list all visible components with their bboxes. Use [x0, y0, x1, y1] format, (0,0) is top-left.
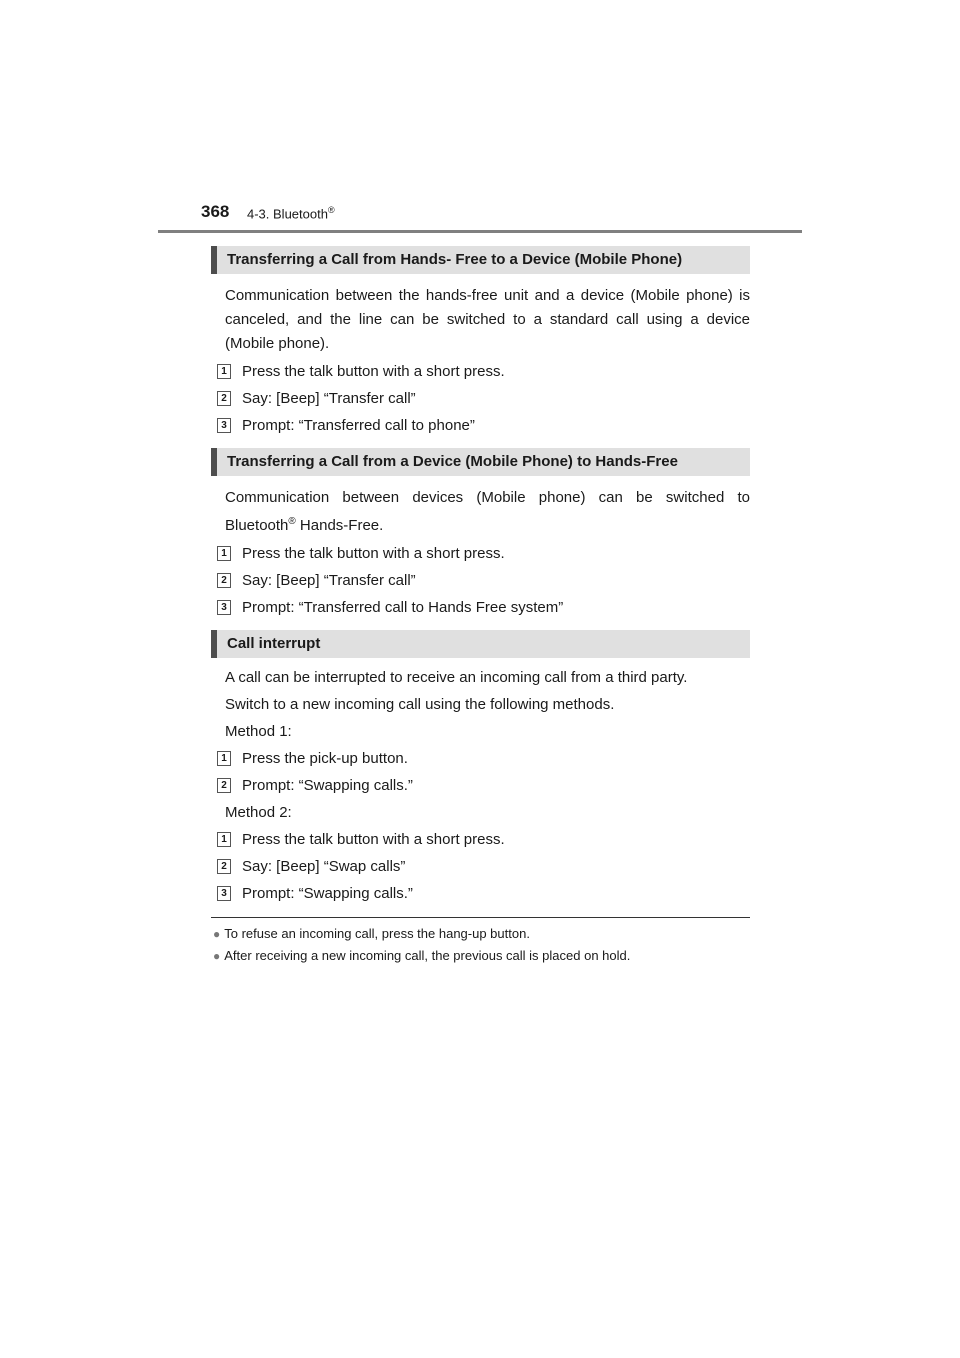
step-text: Say: [Beep] “Swap calls” [242, 858, 406, 875]
step-text: Prompt: “Swapping calls.” [242, 885, 413, 902]
paragraph: A call can be interrupted to receive an incoming call from a third party. [225, 669, 688, 686]
method-label: Method 2: [225, 804, 292, 821]
step-list [211, 358, 750, 439]
section-description: Communication between the hands-free unit and a device (Mobile phone) is canceled, and the line can be switched to a standard call using a device (Mobile phone). [225, 287, 750, 352]
step-number-badge: 3 [217, 886, 231, 901]
paragraph: Switch to a new incoming call using the following methods. [225, 696, 615, 713]
note-item [211, 923, 750, 945]
description-part1: Communication between devices (Mobile phone) can be switched to Bluetooth [225, 489, 750, 534]
step-number-badge: 3 [217, 600, 231, 615]
section-reference [247, 205, 335, 221]
step-item [211, 594, 750, 621]
step-number-badge: 2 [217, 778, 231, 793]
step-number-badge: 2 [217, 859, 231, 874]
step-item [211, 745, 750, 772]
step-number-badge: 3 [217, 418, 231, 433]
notes-block [211, 917, 750, 967]
note-text: To refuse an incoming call, press the hang-up button. [224, 926, 530, 941]
step-item [211, 772, 750, 799]
step-text: Prompt: “Swapping calls.” [242, 777, 413, 794]
step-text: Press the pick-up button. [242, 750, 408, 767]
step-number-badge: 1 [217, 546, 231, 561]
note-item [211, 945, 750, 967]
step-item [211, 540, 750, 567]
step-list [211, 826, 750, 907]
page-number: 368 [201, 202, 230, 221]
note-text: After receiving a new incoming call, the previous call is placed on hold. [224, 948, 631, 963]
registered-mark: ® [327, 205, 335, 215]
bullet-icon: ● [213, 949, 221, 963]
step-text: Prompt: “Transferred call to Hands Free system” [242, 599, 564, 616]
step-text: Say: [Beep] “Transfer call” [242, 390, 416, 407]
bullet-icon: ● [213, 927, 221, 941]
step-item [211, 412, 750, 439]
registered-mark: ® [288, 516, 296, 527]
step-list [211, 540, 750, 621]
step-item [211, 567, 750, 594]
description-part2: Hands-Free. [295, 517, 384, 534]
step-list [211, 745, 750, 799]
section-description [225, 486, 750, 538]
section-heading-call-interrupt: Call interrupt [211, 630, 750, 658]
step-item [211, 385, 750, 412]
step-number-badge: 1 [217, 832, 231, 847]
step-number-badge: 1 [217, 751, 231, 766]
step-number-badge: 2 [217, 391, 231, 406]
step-text: Press the talk button with a short press. [242, 831, 505, 848]
section-heading-device-to-hands-free: Transferring a Call from a Device (Mobile Phone) to Hands-Free [211, 448, 750, 476]
section-heading-hands-free-to-device: Transferring a Call from Hands- Free to a Device (Mobile Phone) [211, 246, 750, 274]
step-text: Say: [Beep] “Transfer call” [242, 572, 416, 589]
header-divider [158, 230, 802, 233]
section-ref-text: 4-3. Bluetooth [247, 206, 328, 222]
step-item [211, 880, 750, 907]
step-number-badge: 2 [217, 573, 231, 588]
method-label: Method 1: [225, 723, 292, 740]
step-item [211, 853, 750, 880]
step-text: Prompt: “Transferred call to phone” [242, 417, 475, 434]
step-item [211, 826, 750, 853]
step-text: Press the talk button with a short press. [242, 363, 505, 380]
page-content [211, 246, 750, 967]
step-text: Press the talk button with a short press. [242, 545, 505, 562]
step-number-badge: 1 [217, 364, 231, 379]
step-item [211, 358, 750, 385]
